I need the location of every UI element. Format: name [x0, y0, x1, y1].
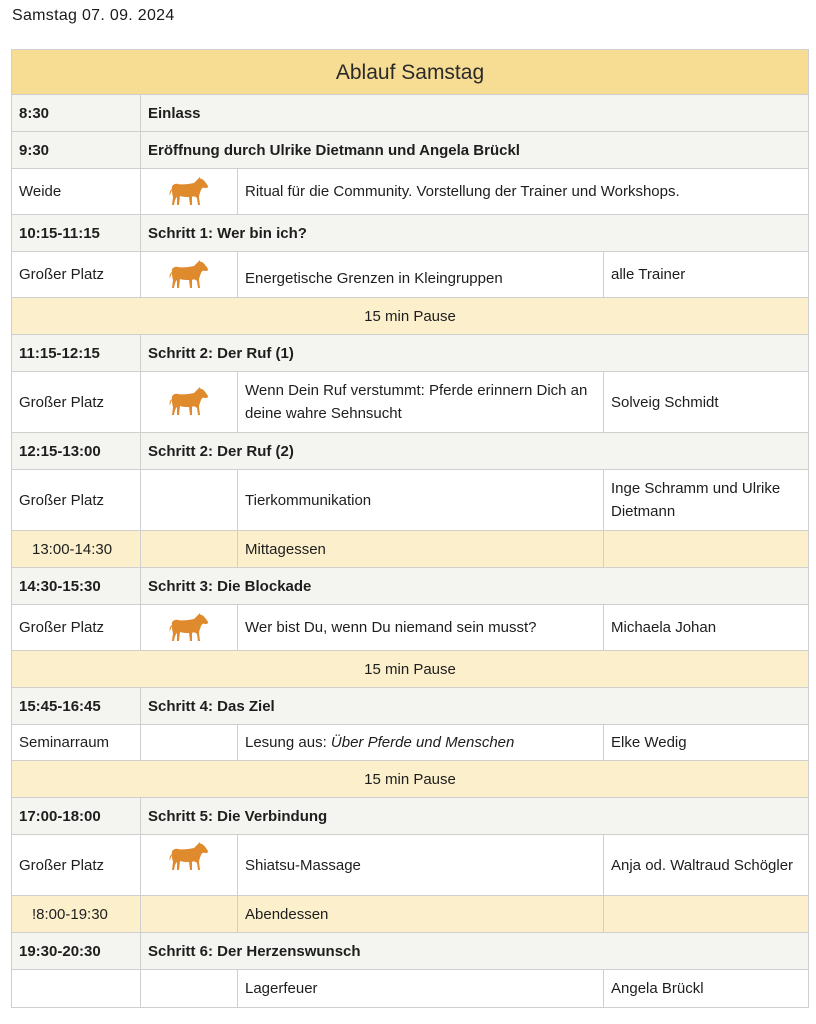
place-cell: Großer Platz	[12, 835, 141, 896]
session-title: Eröffnung durch Ulrike Dietmann und Angela Brückl	[141, 132, 809, 169]
session-title: Schritt 2: Der Ruf (2)	[141, 433, 809, 470]
icon-cell	[141, 725, 238, 761]
time-cell: 8:30	[12, 95, 141, 132]
horse-icon	[169, 259, 209, 291]
table-row	[12, 568, 809, 605]
table-row	[12, 933, 809, 970]
trainer-cell: Solveig Schmidt	[604, 372, 809, 433]
description-cell: Tierkommunikation	[238, 470, 604, 531]
time-cell: 10:15-11:15	[12, 215, 141, 252]
table-row	[12, 725, 809, 761]
place-cell: Weide	[12, 169, 141, 215]
table-row	[12, 252, 809, 298]
place-cell: Großer Platz	[12, 372, 141, 433]
table-row	[12, 169, 809, 215]
page-date: Samstag 07. 09. 2024	[12, 7, 175, 24]
horse-icon	[169, 386, 209, 418]
icon-cell	[141, 169, 238, 215]
trainer-cell: Anja od. Waltraud Schögler	[604, 835, 809, 896]
horse-icon	[169, 841, 209, 873]
table-row	[12, 651, 809, 688]
session-title: Schritt 4: Das Ziel	[141, 688, 809, 725]
icon-cell	[141, 835, 238, 896]
trainer-cell: Angela Brückl	[604, 970, 809, 1008]
description-cell: Wenn Dein Ruf verstummt: Pferde erinnern Dich an deine wahre Sehnsucht	[238, 372, 604, 433]
horse-icon	[169, 176, 209, 208]
session-title: Schritt 2: Der Ruf (1)	[141, 335, 809, 372]
icon-cell	[141, 970, 238, 1008]
table-title: Ablauf Samstag	[12, 50, 809, 95]
table-row	[12, 372, 809, 433]
icon-cell	[141, 372, 238, 433]
table-row	[12, 798, 809, 835]
pause-cell: 15 min Pause	[12, 761, 809, 798]
place-cell: Großer Platz	[12, 252, 141, 298]
pause-cell: 15 min Pause	[12, 298, 809, 335]
pause-cell: 15 min Pause	[12, 651, 809, 688]
table-header-row	[12, 50, 809, 95]
trainer-cell: Elke Wedig	[604, 725, 809, 761]
time-cell: 14:30-15:30	[12, 568, 141, 605]
time-cell: 15:45-16:45	[12, 688, 141, 725]
description-cell: Ritual für die Community. Vorstellung der Trainer und Workshops.	[238, 169, 809, 215]
table-row	[12, 470, 809, 531]
table-row	[12, 531, 809, 568]
session-title: Schritt 1: Wer bin ich?	[141, 215, 809, 252]
session-title: Schritt 6: Der Herzenswunsch	[141, 933, 809, 970]
table-row	[12, 132, 809, 169]
time-cell: 13:00-14:30	[12, 531, 141, 568]
icon-cell	[141, 896, 238, 933]
trainer-cell: Inge Schramm und Ulrike Dietmann	[604, 470, 809, 531]
horse-icon	[169, 612, 209, 644]
place-cell: Großer Platz	[12, 605, 141, 651]
book-title: Über Pferde und Menschen	[330, 734, 515, 751]
schedule-table	[11, 49, 809, 1008]
table-row	[12, 605, 809, 651]
description-cell: Energetische Grenzen in Kleingruppen	[238, 252, 604, 298]
session-title: Schritt 5: Die Verbindung	[141, 798, 809, 835]
trainer-cell	[604, 896, 809, 933]
time-cell: 11:15-12:15	[12, 335, 141, 372]
trainer-cell: alle Trainer	[604, 252, 809, 298]
table-row	[12, 298, 809, 335]
description-cell: Shiatsu-Massage	[238, 835, 604, 896]
meal-title: Abendessen	[238, 896, 604, 933]
table-row	[12, 335, 809, 372]
description-cell: Lagerfeuer	[238, 970, 604, 1008]
icon-cell	[141, 531, 238, 568]
time-cell: 17:00-18:00	[12, 798, 141, 835]
session-title: Einlass	[141, 95, 809, 132]
place-cell: Großer Platz	[12, 470, 141, 531]
time-cell: 12:15-13:00	[12, 433, 141, 470]
session-title: Schritt 3: Die Blockade	[141, 568, 809, 605]
icon-cell	[141, 470, 238, 531]
table-row	[12, 896, 809, 933]
description-cell	[238, 725, 604, 761]
table-row	[12, 433, 809, 470]
trainer-cell: Michaela Johan	[604, 605, 809, 651]
meal-title: Mittagessen	[238, 531, 604, 568]
icon-cell	[141, 605, 238, 651]
description-prefix: Lesung aus:	[245, 734, 327, 751]
time-cell: 9:30	[12, 132, 141, 169]
place-cell: Seminarraum	[12, 725, 141, 761]
time-cell: !8:00-19:30	[12, 896, 141, 933]
table-row	[12, 761, 809, 798]
table-row	[12, 215, 809, 252]
table-row	[12, 970, 809, 1008]
table-row	[12, 688, 809, 725]
table-row	[12, 95, 809, 132]
icon-cell	[141, 252, 238, 298]
place-cell	[12, 970, 141, 1008]
table-row	[12, 835, 809, 896]
description-cell: Wer bist Du, wenn Du niemand sein musst?	[238, 605, 604, 651]
time-cell: 19:30-20:30	[12, 933, 141, 970]
trainer-cell	[604, 531, 809, 568]
